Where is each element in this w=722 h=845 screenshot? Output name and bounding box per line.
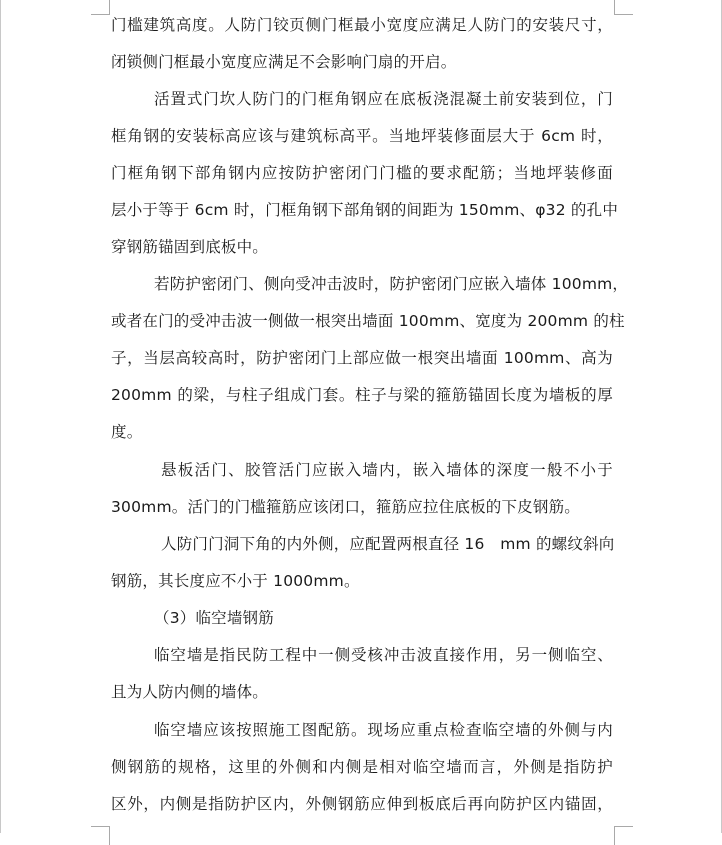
text-line: 侧钢筋的规格，这里的外侧和内侧是相对临空墙而言，外侧是指防护 xyxy=(111,758,613,776)
page-corner-mark-bottom-left xyxy=(91,826,110,845)
text-line: 框角钢的安装标高应该与建筑标高平。当地坪装修面层大于 6cm 时， xyxy=(111,127,613,145)
text-line: 门框角钢下部角钢内应按防护密闭门门槛的要求配筋；当地坪装修面 xyxy=(111,164,613,182)
text-line: 300mm。活门的门槛箍筋应该闭口，箍筋应拉住底板的下皮钢筋。 xyxy=(111,498,580,516)
text-line: 临空墙是指民防工程中一侧受核冲击波直接作用，另一侧临空、 xyxy=(154,646,613,664)
text-line: 子，当层高较高时，防护密闭门上部应做一根突出墙面 100mm、高为 xyxy=(111,349,613,367)
text-line: 度。 xyxy=(111,423,143,441)
text-line: 人防门门洞下角的内外侧，应配置两根直径 16 mm 的螺纹斜向 xyxy=(161,535,615,553)
text-line: 活置式门坎人防门的门框角钢应在底板浇混凝土前安装到位，门 xyxy=(154,90,613,108)
text-line: 临空墙应该按照施工图配筋。现场应重点检查临空墙的外侧与内 xyxy=(154,721,613,739)
section-heading: （3）临空墙钢筋 xyxy=(154,609,274,627)
text-line: 或者在门的受冲击波一侧做一根突出墙面 100mm、宽度为 200mm 的柱 xyxy=(111,312,625,330)
text-line: 穿钢筋锚固到底板中。 xyxy=(111,238,269,256)
text-line: 闭锁侧门框最小宽度应满足不会影响门扇的开启。 xyxy=(111,53,457,71)
text-line: 200mm 的梁，与柱子组成门套。柱子与梁的箍筋锚固长度为墙板的厚 xyxy=(111,386,613,404)
text-line: 钢筋，其长度应不小于 1000mm。 xyxy=(111,572,360,590)
text-line: 门槛建筑高度。人防门铰页侧门框最小宽度应满足人防门的安装尺寸， xyxy=(111,16,613,34)
page-corner-mark-top-right xyxy=(614,0,633,15)
text-line: 区外，内侧是指防护区内，外侧钢筋应伸到板底后再向防护区内锚固， xyxy=(111,795,613,813)
text-line: 层小于等于 6cm 时，门框角钢下部角钢的间距为 150mm、φ32 的孔中 xyxy=(111,201,619,219)
text-line: 悬板活门、胶管活门应嵌入墙内，嵌入墙体的深度一般不小于 xyxy=(161,461,613,479)
page-corner-mark-bottom-right xyxy=(614,826,633,845)
page-corner-mark-top-left xyxy=(91,0,110,15)
text-line: 若防护密闭门、侧向受冲击波时，防护密闭门应嵌入墙体 100mm， xyxy=(154,275,629,293)
text-line: 且为人防内侧的墙体。 xyxy=(111,683,269,701)
